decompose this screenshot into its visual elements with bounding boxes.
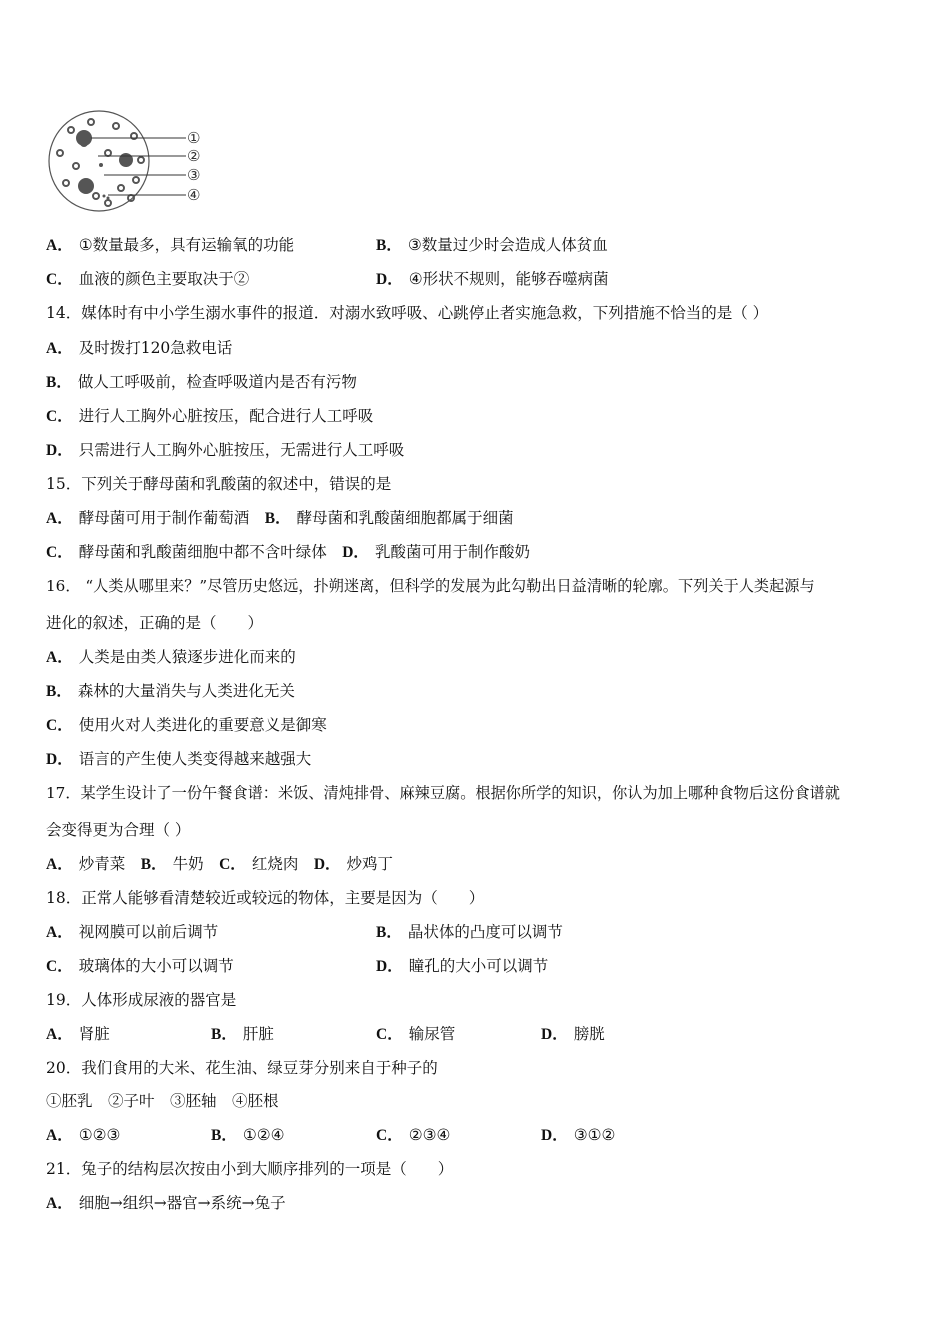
option-letter: A． [46,856,73,873]
q14-option-a [46,338,232,359]
q18-option-d [376,956,548,977]
option-text: 乳酸菌可用于制作酸奶 [374,543,530,561]
blood-smear-figure [46,108,216,218]
option-letter: B． [211,1127,237,1144]
q19-stem: 19．人体形成尿液的器官是 [46,991,237,1009]
option-text: ①②③ [78,1126,121,1144]
option-letter: C． [219,856,246,873]
q16-option-c [46,715,327,736]
option-text: 只需进行人工胸外心脏按压，无需进行人工呼吸 [78,441,405,459]
option-text: ③数量过少时会造成人体贫血 [407,236,608,254]
option-letter: D． [46,751,73,768]
option-text: 及时拨打120急救电话 [78,339,233,357]
option-letter: D． [342,544,369,561]
option-text: 酵母菌和乳酸菌细胞都属于细菌 [296,509,514,527]
option-text: ①②④ [242,1126,285,1144]
q16-option-b [46,681,295,702]
option-letter: C． [376,1026,403,1043]
option-letter: D． [376,958,403,975]
q17-stem-line2: 会变得更为合理（ ） [46,821,191,839]
option-letter: A． [46,510,73,527]
option-text: 做人工呼吸前，检查呼吸道内是否有污物 [77,373,357,391]
option-letter: A． [46,1127,73,1144]
option-letter: B． [46,683,72,700]
q20-option-d [541,1125,615,1146]
q18-stem: 18．正常人能够看清楚较近或较远的物体，主要是因为（ ） [46,889,485,907]
q13-option-a [46,235,294,256]
q19-option-b [211,1024,274,1045]
q13-option-b [376,235,608,256]
q15-options-cd [46,542,530,563]
option-text: 森林的大量消失与人类进化无关 [77,682,295,700]
q13-option-d [376,269,609,290]
option-text: 肾脏 [78,1025,110,1043]
option-letter: D． [541,1026,568,1043]
option-text: 血液的颜色主要取决于② [78,270,250,288]
option-letter: A． [46,340,73,357]
q19-option-a [46,1024,110,1045]
option-text: 进行人工胸外心脏按压，配合进行人工呼吸 [78,407,374,425]
option-text: 肝脏 [242,1025,274,1043]
q20-option-a [46,1125,120,1146]
figure-label-3: ③ [187,166,201,184]
option-letter: A． [46,924,73,941]
option-text: 视网膜可以前后调节 [78,923,219,941]
option-letter: D． [46,442,73,459]
option-text: 语言的产生使人类变得越来越强大 [78,750,312,768]
option-letter: C． [376,1127,403,1144]
q17-stem-line1: 17．某学生设计了一份午餐食谱：米饭、清炖排骨、麻辣豆腐。根据你所学的知识，你认为加上哪种食物后这份食谱就 [46,784,840,802]
option-letter: D． [541,1127,568,1144]
option-text: 玻璃体的大小可以调节 [78,957,234,975]
option-letter: D． [313,856,341,873]
q13-option-c [46,269,249,290]
option-text: ③①② [573,1126,616,1144]
q21-stem: 21．兔子的结构层次按由小到大顺序排列的一项是（ ） [46,1160,454,1178]
option-letter: A． [46,649,73,666]
q20-option-b [211,1125,285,1146]
q14-option-d [46,440,404,461]
option-text: 酵母菌可用于制作葡萄酒 [78,509,250,527]
q16-option-a [46,647,296,668]
q18-option-b [376,922,563,943]
option-letter: B． [376,924,402,941]
q18-option-a [46,922,218,943]
option-text: ②③④ [408,1126,451,1144]
option-text: 输尿管 [408,1025,456,1043]
q15-options-ab [46,508,514,529]
q14-stem: 14．媒体时有中小学生溺水事件的报道．对溺水致呼吸、心跳停止者实施急救，下列措施不恰当的是（ ） [46,304,769,322]
q17-options [46,854,393,875]
option-text: ①数量最多，具有运输氧的功能 [78,236,295,254]
q20-items: ①胚乳 ②子叶 ③胚轴 ④胚根 [46,1092,279,1110]
option-text: ④形状不规则，能够吞噬病菌 [408,270,609,288]
figure-label-4: ④ [187,186,201,204]
figure-label-2: ② [187,147,201,165]
q16-stem-line1: 16． “人类从哪里来？”尽管历史悠远，扑朔迷离，但科学的发展为此勾勒出日益清晰的轮廓。下列关于人类起源与 [46,577,815,595]
option-text: 牛奶 [172,855,204,873]
option-text: 细胞→组织→器官→系统→兔子 [78,1194,286,1212]
option-letter: A． [46,237,73,254]
q21-option-a [46,1193,286,1214]
option-text: 酵母菌和乳酸菌细胞中都不含叶绿体 [78,543,327,561]
option-letter: B． [140,856,167,873]
option-text: 红烧肉 [251,855,299,873]
q19-option-d [541,1024,605,1045]
option-text: 炒鸡丁 [346,855,394,873]
option-text: 人类是由类人猿逐步进化而来的 [78,648,296,666]
option-letter: C． [46,544,73,561]
option-letter: C． [46,271,73,288]
q18-option-c [46,956,234,977]
q15-stem: 15．下列关于酵母菌和乳酸菌的叙述中，错误的是 [46,475,392,493]
option-letter: B． [376,237,402,254]
option-text: 使用火对人类进化的重要意义是御寒 [78,716,327,734]
q20-stem: 20．我们食用的大米、花生油、绿豆芽分别来自于种子的 [46,1059,438,1077]
q16-option-d [46,749,311,770]
q20-option-c [376,1125,450,1146]
option-letter: C． [46,717,73,734]
option-text: 瞳孔的大小可以调节 [408,957,549,975]
option-letter: D． [376,271,403,288]
option-text: 晶状体的凸度可以调节 [407,923,563,941]
q14-option-b [46,372,357,393]
option-letter: B． [211,1026,237,1043]
option-letter: B． [264,510,291,527]
option-text: 炒青菜 [78,855,126,873]
option-letter: A． [46,1195,73,1212]
option-letter: B． [46,374,72,391]
figure-label-1: ① [187,129,201,147]
q16-stem-line2: 进化的叙述，正确的是（ ） [46,614,264,632]
option-letter: C． [46,408,73,425]
option-text: 膀胱 [573,1025,605,1043]
option-letter: A． [46,1026,73,1043]
option-letter: C． [46,958,73,975]
q19-option-c [376,1024,455,1045]
q14-option-c [46,406,373,427]
